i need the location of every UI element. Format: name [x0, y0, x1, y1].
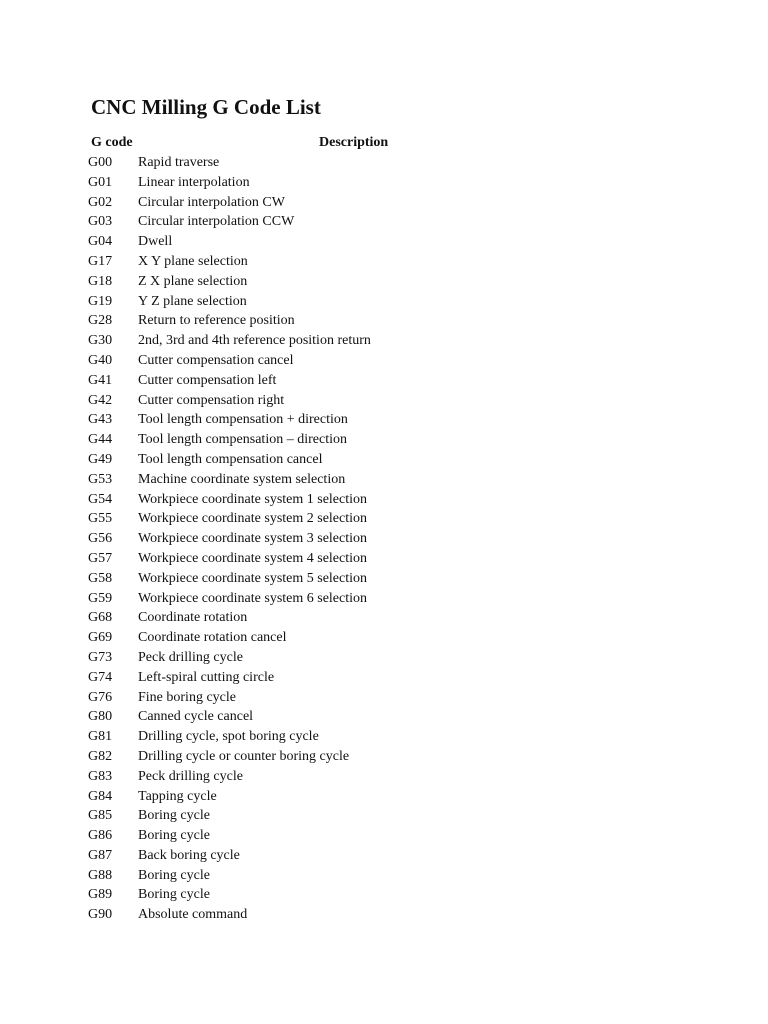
description-cell: Z X plane selection	[138, 273, 248, 289]
table-row	[88, 905, 488, 925]
table-row	[88, 549, 488, 569]
table-row	[88, 232, 488, 252]
description-cell: Dwell	[138, 234, 173, 250]
table-row	[88, 430, 488, 450]
description-cell: Coordinate rotation	[138, 610, 248, 626]
description-cell: Tapping cycle	[138, 788, 217, 804]
description-cell: Cutter compensation right	[138, 392, 285, 408]
g-code-cell: G53	[88, 471, 113, 487]
g-code-cell: G87	[88, 847, 113, 863]
g-code-cell: G28	[88, 313, 113, 329]
description-cell: Workpiece coordinate system 3 selection	[138, 531, 368, 547]
table-row	[88, 212, 488, 232]
g-code-cell: G17	[88, 253, 113, 269]
g-code-cell: G59	[88, 590, 113, 606]
table-row	[88, 569, 488, 589]
table-row	[88, 391, 488, 411]
table-row	[88, 292, 488, 312]
table-row	[88, 509, 488, 529]
column-header-code: G code	[91, 135, 133, 150]
g-code-cell: G57	[88, 550, 113, 566]
table-row	[88, 589, 488, 609]
description-cell: Workpiece coordinate system 6 selection	[138, 590, 368, 606]
description-cell: Tool length compensation + direction	[138, 412, 348, 428]
description-cell: Circular interpolation CW	[138, 194, 285, 210]
table-row	[88, 272, 488, 292]
description-cell: Y Z plane selection	[138, 293, 247, 309]
table-row	[88, 173, 488, 193]
g-code-cell: G44	[88, 432, 113, 448]
table-row	[88, 351, 488, 371]
g-code-cell: G42	[88, 392, 113, 408]
table-row	[88, 252, 488, 272]
table-row	[88, 311, 488, 331]
table-row	[88, 707, 488, 727]
g-code-cell: G54	[88, 491, 113, 507]
table-row	[88, 450, 488, 470]
table-row	[88, 668, 488, 688]
description-cell: Circular interpolation CCW	[138, 214, 295, 230]
description-cell: Workpiece coordinate system 1 selection	[138, 491, 368, 507]
table-row	[88, 193, 488, 213]
g-code-cell: G80	[88, 709, 113, 725]
table-row	[88, 866, 488, 886]
g-code-cell: G41	[88, 372, 113, 388]
table-row	[88, 371, 488, 391]
g-code-cell: G83	[88, 768, 113, 784]
g-code-cell: G49	[88, 451, 113, 467]
description-cell: Workpiece coordinate system 5 selection	[138, 570, 368, 586]
description-cell: Fine boring cycle	[138, 689, 236, 705]
g-code-cell: G89	[88, 887, 113, 903]
description-cell: Drilling cycle, spot boring cycle	[138, 729, 319, 745]
column-header-description: Description	[319, 135, 389, 150]
g-code-cell: G02	[88, 194, 113, 210]
description-cell: Boring cycle	[138, 808, 210, 824]
table-row	[88, 628, 488, 648]
description-cell: Boring cycle	[138, 887, 210, 903]
g-code-cell: G68	[88, 610, 113, 626]
table-row	[88, 767, 488, 787]
description-cell: Left-spiral cutting circle	[138, 669, 275, 685]
g-code-cell: G81	[88, 729, 113, 745]
g-code-cell: G82	[88, 748, 113, 764]
description-cell: Tool length compensation – direction	[138, 432, 347, 448]
description-cell: Workpiece coordinate system 2 selection	[138, 511, 368, 527]
table-row	[88, 885, 488, 905]
g-code-cell: G86	[88, 828, 113, 844]
g-code-table	[88, 153, 488, 925]
g-code-cell: G30	[88, 333, 113, 349]
g-code-cell: G88	[88, 867, 113, 883]
description-cell: Rapid traverse	[138, 155, 220, 170]
description-cell: Return to reference position	[138, 313, 295, 329]
g-code-cell: G84	[88, 788, 113, 804]
description-cell: Canned cycle cancel	[138, 709, 254, 725]
table-row	[88, 153, 488, 173]
description-cell: Workpiece coordinate system 4 selection	[138, 550, 368, 566]
description-cell: Drilling cycle or counter boring cycle	[138, 748, 350, 764]
description-cell: X Y plane selection	[138, 253, 248, 269]
g-code-cell: G76	[88, 689, 113, 705]
description-cell: Linear interpolation	[138, 174, 250, 190]
table-row	[88, 648, 488, 668]
g-code-cell: G01	[88, 174, 113, 190]
description-cell: Back boring cycle	[138, 847, 240, 863]
description-cell: Coordinate rotation cancel	[138, 630, 287, 646]
description-cell: Peck drilling cycle	[138, 649, 243, 665]
table-header	[91, 134, 411, 152]
table-row	[88, 608, 488, 628]
table-row	[88, 410, 488, 430]
g-code-cell: G58	[88, 570, 113, 586]
description-cell: Machine coordinate system selection	[138, 471, 346, 487]
description-cell: Cutter compensation cancel	[138, 352, 294, 368]
table-row	[88, 826, 488, 846]
description-cell: Tool length compensation cancel	[138, 451, 323, 467]
g-code-cell: G74	[88, 669, 113, 685]
g-code-cell: G00	[88, 155, 113, 170]
g-code-cell: G55	[88, 511, 113, 527]
table-row	[88, 727, 488, 747]
table-row	[88, 846, 488, 866]
table-row	[88, 529, 488, 549]
table-row	[88, 331, 488, 351]
g-code-cell: G43	[88, 412, 113, 428]
page-title: CNC Milling G Code List	[91, 95, 321, 119]
description-cell: Peck drilling cycle	[138, 768, 243, 784]
g-code-cell: G90	[88, 907, 113, 923]
g-code-cell: G18	[88, 273, 113, 289]
description-cell: Boring cycle	[138, 828, 210, 844]
g-code-cell: G85	[88, 808, 113, 824]
description-cell: Boring cycle	[138, 867, 210, 883]
table-row	[88, 806, 488, 826]
g-code-cell: G04	[88, 234, 113, 250]
g-code-cell: G40	[88, 352, 113, 368]
g-code-cell: G73	[88, 649, 113, 665]
g-code-cell: G03	[88, 214, 113, 230]
table-row	[88, 470, 488, 490]
g-code-cell: G56	[88, 531, 113, 547]
g-code-cell: G69	[88, 630, 113, 646]
table-row	[88, 747, 488, 767]
g-code-cell: G19	[88, 293, 113, 309]
description-cell: Absolute command	[138, 907, 248, 923]
description-cell: Cutter compensation left	[138, 372, 277, 388]
table-row	[88, 490, 488, 510]
table-row	[88, 688, 488, 708]
table-row	[88, 787, 488, 807]
description-cell: 2nd, 3rd and 4th reference position return	[138, 333, 371, 349]
